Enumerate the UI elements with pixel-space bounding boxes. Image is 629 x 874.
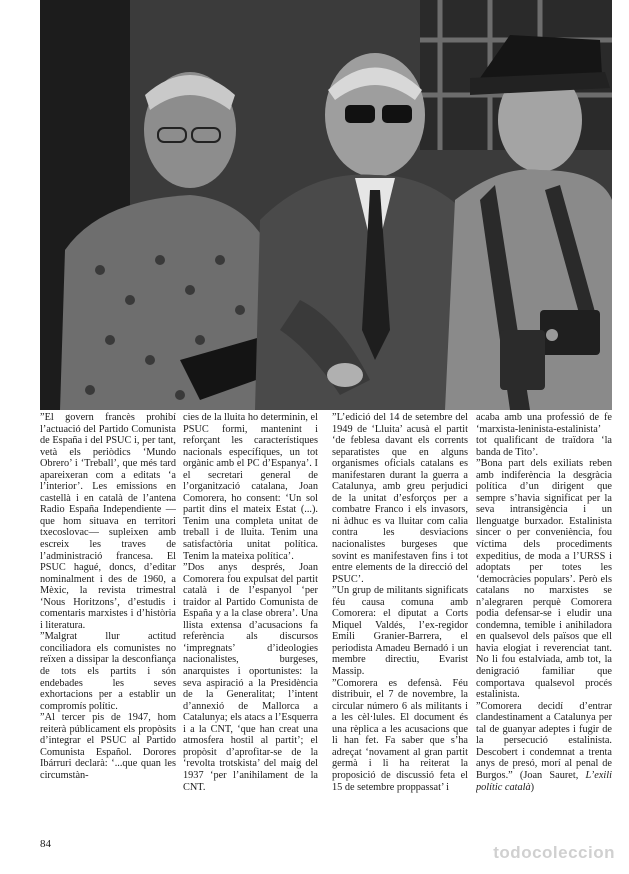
paragraph: ”El govern francès prohibí l’actuació del Partido Comunista de España i del PSUC i, per tant, vetà els periòdics ‘Mundo Obrero’ i ‘Treball’, que més tard apareixeran com a editats ‘a l’interior’. Les emissions en castellà i en català de l’antena Radio España Independiente —que hom situava en territori txecoslovac— supleixen amb escreix les traves de l’administració francesa. El PSUC hagué, doncs, d’editar nominalment i des de 1960, a Mèxic, la revista trimestral ‘Nous Horitzons’, d’estudis i comentaris marxistes i d’història i literatura. xyxy=(40,412,176,631)
paragraph: ”Al tercer pis de 1947, hom reiterà públicament els propòsits d’integrar el PSUC al Partido Comunista Español. Dorores Ibárruri declarà: ‘...que quan les circumstàn- xyxy=(40,712,176,781)
text-column-1 xyxy=(40,412,176,818)
paragraph: ”Comorera es defensà. Féu distribuir, el 7 de novembre, la circular número 6 als militants i a les cèl·lules. El document és una rèplica a les acusacions que li han fet. Fa saber que s’ha adreçat ‘novament al gran partit germà i li ha reiterat la proposició de discussió feta el 15 de setembre proppassat’ i xyxy=(332,677,468,793)
paragraph: ”Malgrat llur actitud conciliadora els comunistes no reïxen a dissipar la desconfiança de tots els partits i són endebades les seves exhortacions per a establir un compromís polític. xyxy=(40,631,176,712)
watermark-logo: todocoleccion xyxy=(493,843,615,862)
paragraph-with-source xyxy=(476,701,612,793)
paragraph: cies de la lluita ho determinin, el PSUC formi, mantenint i reforçant les característiques nacionals específiques, un tot orgànic amb el PC d’Espanya’. I el secretari general de l’organització catalana, Joan Comorera, ho consent: ‘Un sol partit dins el mateix Estat (...). Tenim una completa unitat de treball i de lluita. Tenim una satisfactòria unitat política. Tenim la mateixa política’. xyxy=(183,412,318,562)
text-column-2 xyxy=(183,412,318,818)
source-title: L’exili polític català xyxy=(476,769,612,793)
paragraph: ”Bona part dels exiliats reben amb indiferència la desgràcia política d’un dirigent que sempre s’havia significat per la seva intransigència i un llenguatge burxador. Estalinista sincer o per conveniència, fou víctima dels procediments expeditius, de moda a l’URSS i adoptats per totes les ‘democràcies populars’. Però els catalans no marxistes se n’alegraren perquè Comorera podia defensar-se i eludir una condemna, temible i anihiladora en qualsevol dels països que ell havia elogiat i reverenciat tant. No li fou estalviada, amb tot, la denigració familiar que comportava qualsevol procés estalinista. xyxy=(476,458,612,701)
photo-illustration xyxy=(40,0,612,410)
historical-photograph xyxy=(40,0,612,410)
paragraph: ”Un grup de militants significats féu causa comuna amb Comorera: el diputat a Corts Miquel Valdés, l’ex-regidor Emili Granier-Barrera, el periodista Amadeu Bernadó i un membre directiu, Evarist Massip. xyxy=(332,585,468,678)
text-column-4 xyxy=(476,412,612,818)
page-number: 84 xyxy=(40,838,51,850)
paragraph: ”Dos anys després, Joan Comorera fou expulsat del partit català i de l’espanyol ‘per traidor al Partido Comunista de España y a la clase obrera’. Una llista extensa d’acusacions fa referència als discursos ‘impregnats’ d’ideologies nacionalistes, burgeses, anarquistes i oportunistes: la seva aspiració a la Presidència de la Generalitat; l’intent d’annexió de Mallorca a Catalunya; els atacs a l’Esquerra i a la CNT, ‘que han creat una atmosfera hostil al partit’; el propòsit d’aprofitar-se de la ‘revolta trotskista’ del maig del 1937 ‘per l’anihilament de la CNT. xyxy=(183,562,318,793)
text-column-3 xyxy=(332,412,468,818)
paragraph-text: ”Comorera decidí d’entrar clandestinament a Catalunya per tal de guanyar adeptes i fugir de la persecució estalinista. Descobert i condemnat a trenta anys de presó, morí al penal de Burgos.” (Joan Sauret, xyxy=(476,700,612,781)
paragraph: ”L’edició del 14 de setembre del 1949 de ‘Lluita’ acusà el partit ‘de feblesa davant els corrents separatistes que en alguns organismes oficials catalans es manifestaren durant la guerra a Catalunya, amb greu perjudici de la unitat d’esforços per a combatre Franco i els invasors, ni àdhuc es va lluitar com calia contra les desviacions nacionalistes burgeses que sovint es manifestaven fins i tot entre elements de la direcció del PSUC’. xyxy=(332,412,468,585)
paragraph: acaba amb una professió de fe ‘marxista-leninista-estalinista’ tot qualificant de traïdora ‘la banda de Tito’. xyxy=(476,412,612,458)
source-close: ) xyxy=(530,781,535,793)
